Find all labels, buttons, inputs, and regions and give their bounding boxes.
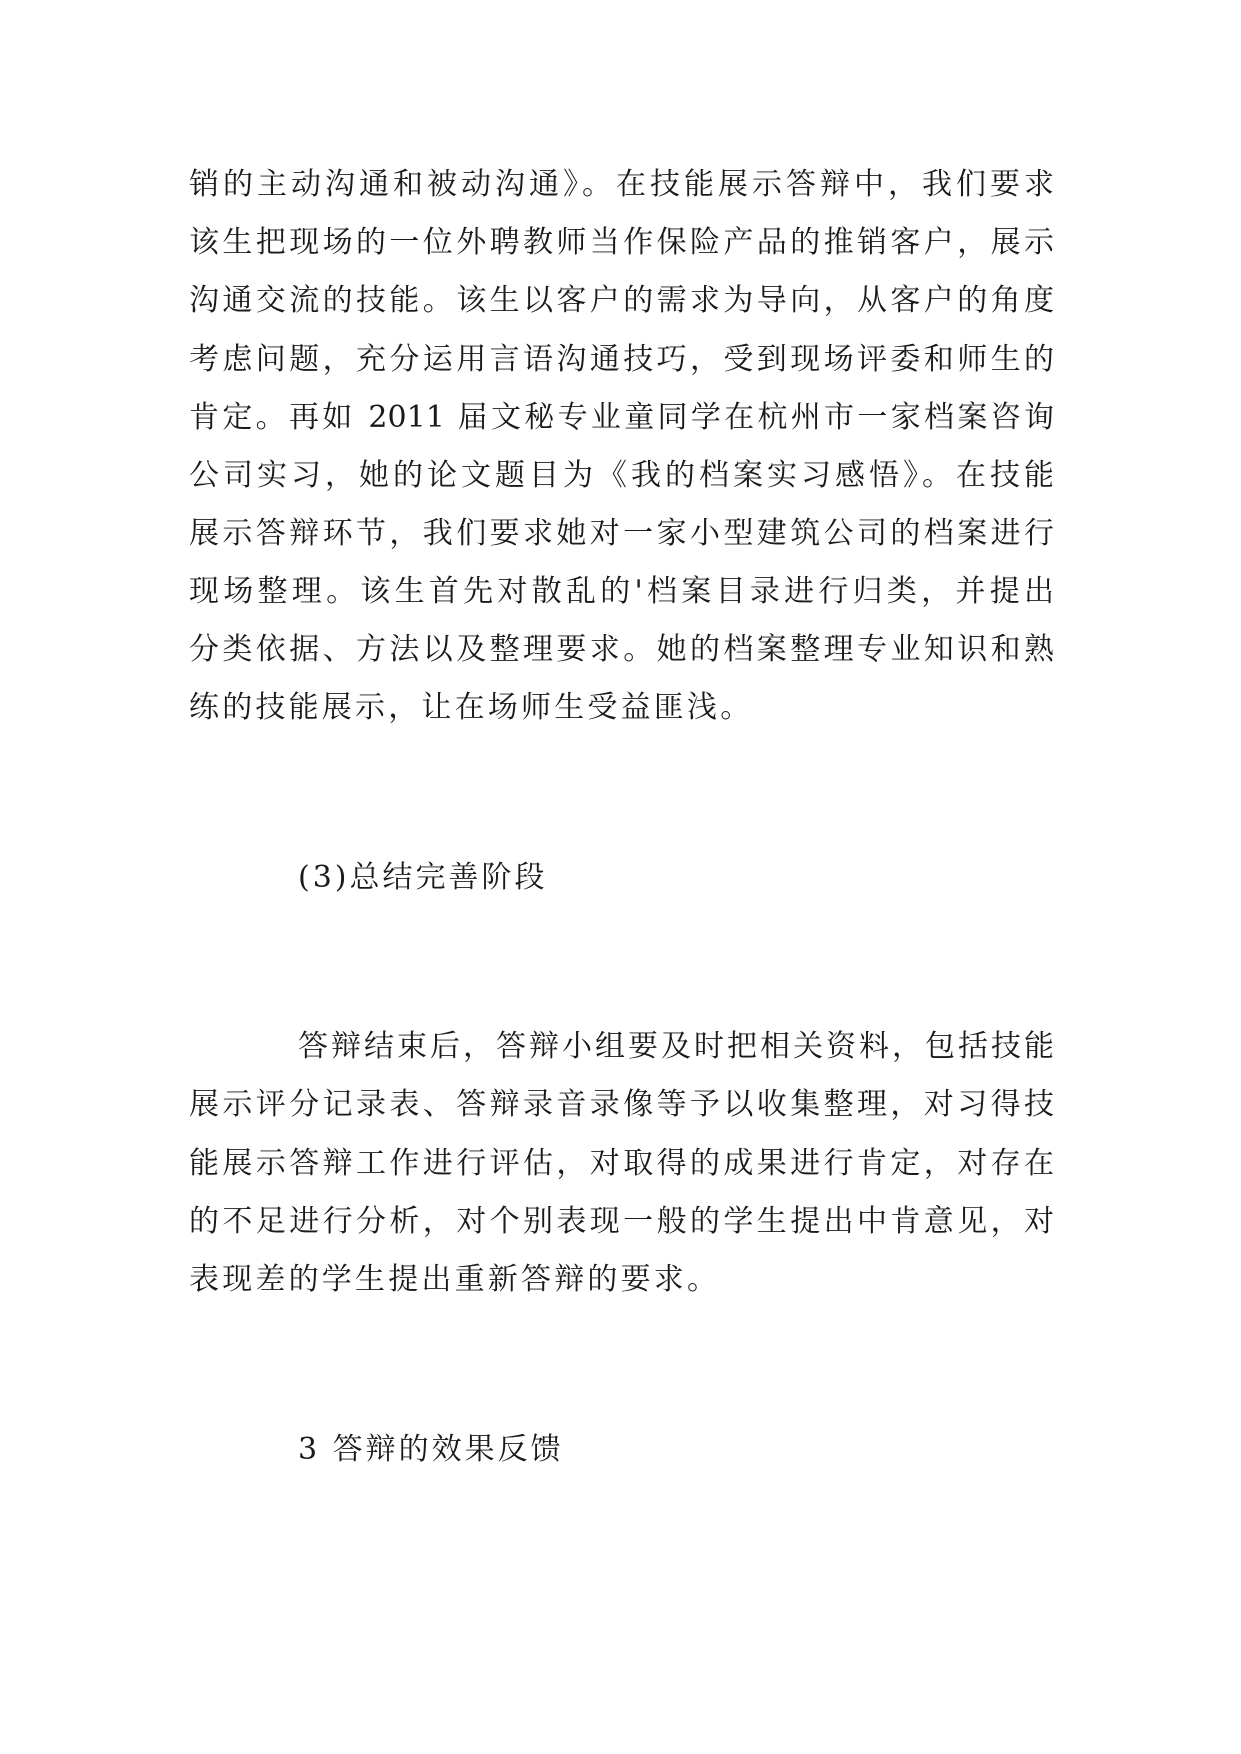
paragraph-line: 展示答辩环节，我们要求她对一家小型建筑公司的档案进行 <box>189 516 1054 551</box>
paragraph-line: 的不足进行分析，对个别表现一般的学生提出中肯意见，对 <box>189 1204 1054 1239</box>
paragraph-line: 能展示答辩工作进行评估，对取得的成果进行肯定，对存在 <box>189 1146 1054 1181</box>
paragraph-line: 沟通交流的技能。该生以客户的需求为导向，从客户的角度 <box>189 283 1054 318</box>
paragraph-line: 该生把现场的一位外聘教师当作保险产品的推销客户，展示 <box>189 225 1054 260</box>
section-heading-main: 3 答辩的效果反馈 <box>298 1432 564 1467</box>
paragraph-line: 表现差的学生提出重新答辩的要求。 <box>189 1262 721 1297</box>
paragraph-line: 答辩结束后，答辩小组要及时把相关资料，包括技能 <box>298 1029 1054 1064</box>
paragraph-line: 公司实习，她的论文题目为《我的档案实习感悟》。在技能 <box>189 458 1054 493</box>
paragraph-line: 肯定。再如 2011 届文秘专业童同学在杭州市一家档案咨询 <box>189 400 1054 435</box>
paragraph-line: 分类依据、方法以及整理要求。她的档案整理专业知识和熟 <box>189 632 1054 667</box>
paragraph-line: 现场整理。该生首先对散乱的'档案目录进行归类，并提出 <box>189 574 1054 609</box>
paragraph-line: 展示评分记录表、答辩录音录像等予以收集整理，对习得技 <box>189 1087 1054 1122</box>
paragraph-line: 考虑问题，充分运用言语沟通技巧，受到现场评委和师生的 <box>189 342 1054 377</box>
section-heading-3: (3)总结完善阶段 <box>298 860 548 895</box>
paragraph-line: 销的主动沟通和被动沟通》。在技能展示答辩中，我们要求 <box>189 167 1054 202</box>
paragraph-line: 练的技能展示，让在场师生受益匪浅。 <box>189 690 754 725</box>
